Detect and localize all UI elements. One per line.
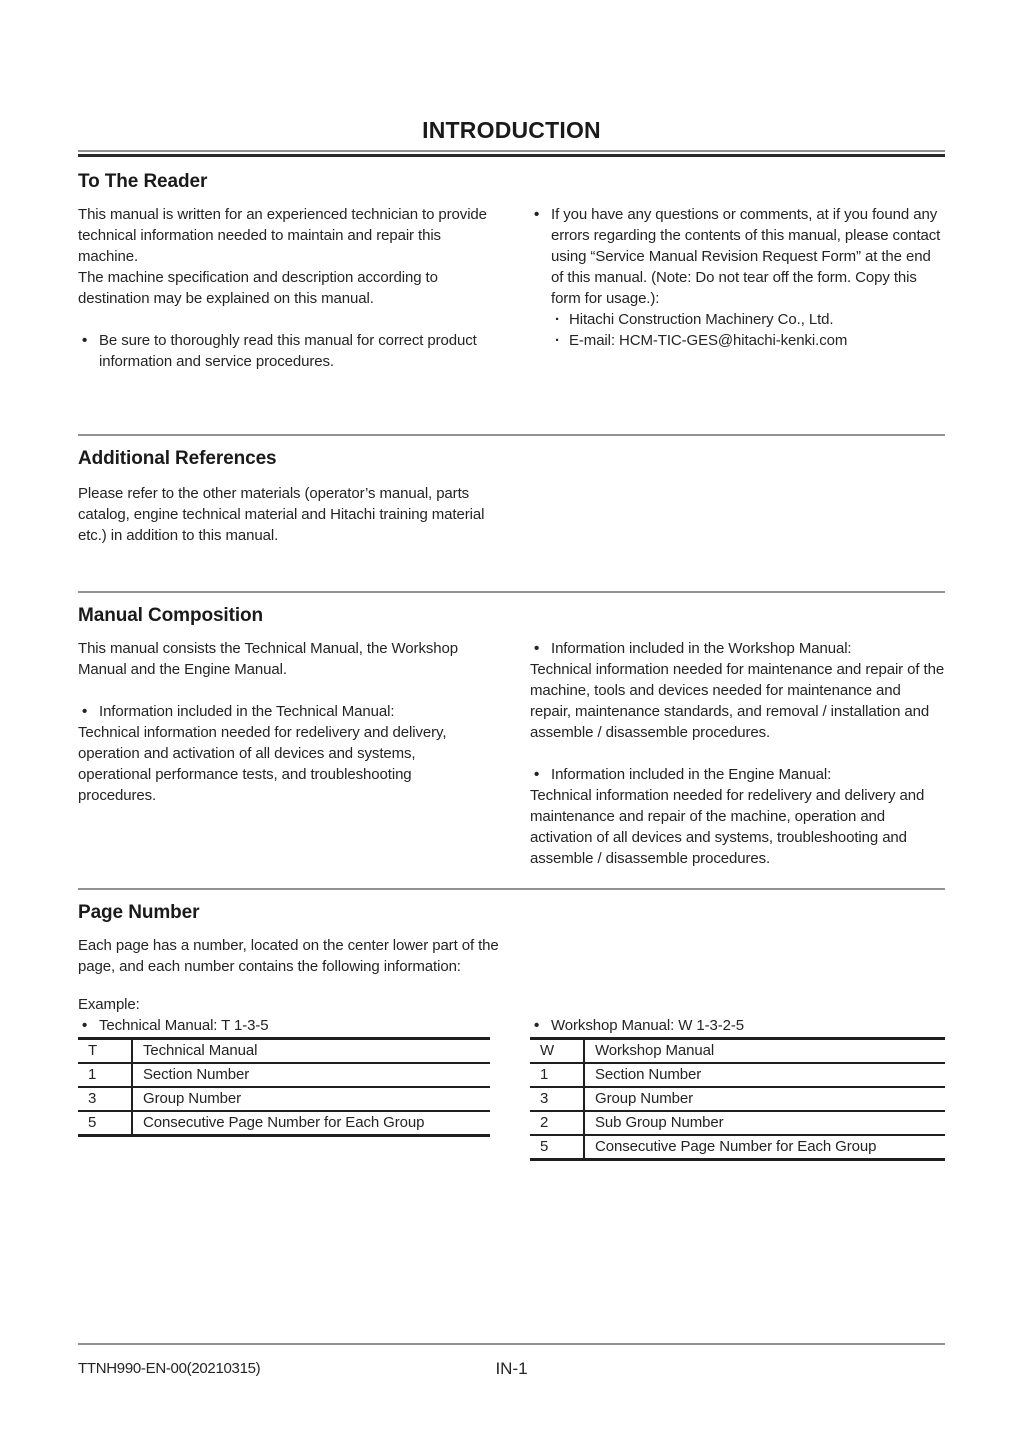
paragraph: Please refer to the other materials (operator’s manual, parts catalog, engine technical material and Hitachi training material etc.) in addition to this manual. <box>78 485 485 544</box>
bullet-icon: • <box>82 703 88 720</box>
sub-bullet-item <box>555 330 945 351</box>
paragraph: Technical information needed for redelivery and delivery, operation and activation of all devices and systems, operational performance tests, and troubleshooting procedures. <box>78 724 447 804</box>
bullet-icon: • <box>534 766 540 783</box>
bullet-block-engine-manual <box>530 764 945 869</box>
company-name: Hitachi Construction Machinery Co., Ltd. <box>569 311 834 328</box>
section-to-the-reader <box>78 171 945 372</box>
sub-bullet-icon: · <box>555 311 560 328</box>
section-divider <box>78 591 945 593</box>
table-row <box>78 1087 490 1111</box>
section-divider <box>78 888 945 890</box>
bullet-text: Workshop Manual: W 1-3-2-5 <box>551 1017 745 1034</box>
table-row <box>530 1111 945 1135</box>
workshop-page-number-table <box>530 1037 945 1161</box>
table-cell-desc: Section Number <box>132 1063 490 1087</box>
section-heading-manual-composition: Manual Composition <box>78 605 264 626</box>
table-cell-key: W <box>530 1039 584 1064</box>
paragraph: Each page has a number, located on the center lower part of the page, and each number contains the following information: <box>78 937 499 975</box>
table-cell-key: T <box>78 1039 132 1064</box>
paragraph: Technical information needed for redelivery and delivery and maintenance and repair of the machine, operation and activation of all devices and systems, troubleshooting and assemble / disassemble procedures. <box>530 787 925 867</box>
bullet-text: Information included in the Workshop Manual: <box>551 640 852 657</box>
sub-bullet-icon: · <box>555 332 560 349</box>
bullet-icon: • <box>534 206 540 223</box>
document-code: TTNH990-EN-00(20210315) <box>78 1360 261 1377</box>
sub-bullet-item <box>555 309 945 330</box>
table-cell-desc: Sub Group Number <box>584 1111 945 1135</box>
bullet-icon: • <box>82 332 88 349</box>
table-cell-desc: Consecutive Page Number for Each Group <box>584 1135 945 1160</box>
paragraph: Technical information needed for maintenance and repair of the machine, tools and devices needed for maintenance and repair, maintenance standards, and removal / installation and assemble / disassemble procedures. <box>530 661 945 741</box>
section-additional-references <box>78 448 945 546</box>
bullet-item <box>530 204 945 309</box>
bullet-item <box>530 764 945 785</box>
table-cell-key: 5 <box>530 1135 584 1160</box>
bullet-block-technical-manual <box>78 701 490 806</box>
table-cell-key: 3 <box>530 1087 584 1111</box>
table-row <box>530 1087 945 1111</box>
section-heading-page-number: Page Number <box>78 902 200 923</box>
contact-email: E-mail: HCM-TIC-GES@hitachi-kenki.com <box>569 332 848 349</box>
bullet-text: Information included in the Technical Manual: <box>99 703 395 720</box>
table-cell-key: 1 <box>78 1063 132 1087</box>
table-cell-desc: Consecutive Page Number for Each Group <box>132 1111 490 1136</box>
bullet-block-workshop-manual <box>530 638 945 743</box>
table-cell-key: 1 <box>530 1063 584 1087</box>
page-title: INTRODUCTION <box>422 117 601 143</box>
example-label: Example: <box>78 996 140 1013</box>
footer-rule <box>78 1343 945 1345</box>
table-cell-desc: Section Number <box>584 1063 945 1087</box>
table-row <box>530 1039 945 1064</box>
bullet-item <box>530 638 945 659</box>
table-cell-key: 2 <box>530 1111 584 1135</box>
bullet-icon: • <box>534 640 540 657</box>
bullet-text: Be sure to thoroughly read this manual for correct product information and service procedures. <box>99 332 477 370</box>
page-number-label: IN-1 <box>495 1359 528 1378</box>
paragraph: The machine specification and description according to destination may be explained on this manual. <box>78 269 438 307</box>
table-cell-key: 5 <box>78 1111 132 1136</box>
table-row <box>530 1135 945 1160</box>
bullet-item <box>78 1015 490 1036</box>
table-row <box>78 1039 490 1064</box>
bullet-icon: • <box>534 1017 540 1034</box>
table-cell-key: 3 <box>78 1087 132 1111</box>
table-cell-desc: Group Number <box>584 1087 945 1111</box>
table-cell-desc: Technical Manual <box>132 1039 490 1064</box>
bullet-text: Technical Manual: T 1-3-5 <box>99 1017 269 1034</box>
bullet-item <box>530 1015 945 1036</box>
table-row <box>530 1063 945 1087</box>
bullet-text: If you have any questions or comments, at if you found any errors regarding the contents of this manual, please contact using “Service Manual Revision Request Form” at the end of this manual. (Note: Do not tear off the form. Copy this form for usage.): <box>551 206 941 307</box>
table-row <box>78 1111 490 1136</box>
section-manual-composition <box>78 605 945 869</box>
table-row <box>78 1063 490 1087</box>
technical-page-number-table <box>78 1037 490 1137</box>
paragraph: This manual is written for an experienced technician to provide technical information needed to maintain and repair this machine. <box>78 206 487 265</box>
bullet-icon: • <box>82 1017 88 1034</box>
section-divider <box>78 434 945 436</box>
title-double-rule <box>78 150 945 157</box>
section-page-number <box>78 902 945 1161</box>
bullet-item <box>78 330 490 372</box>
bullet-text: Information included in the Engine Manual: <box>551 766 832 783</box>
paragraph: This manual consists the Technical Manual, the Workshop Manual and the Engine Manual. <box>78 640 458 678</box>
bullet-item <box>78 701 490 722</box>
section-heading-to-the-reader: To The Reader <box>78 171 208 192</box>
section-heading-additional-references: Additional References <box>78 448 277 469</box>
table-cell-desc: Group Number <box>132 1087 490 1111</box>
page-footer <box>78 1343 945 1378</box>
table-cell-desc: Workshop Manual <box>584 1039 945 1064</box>
